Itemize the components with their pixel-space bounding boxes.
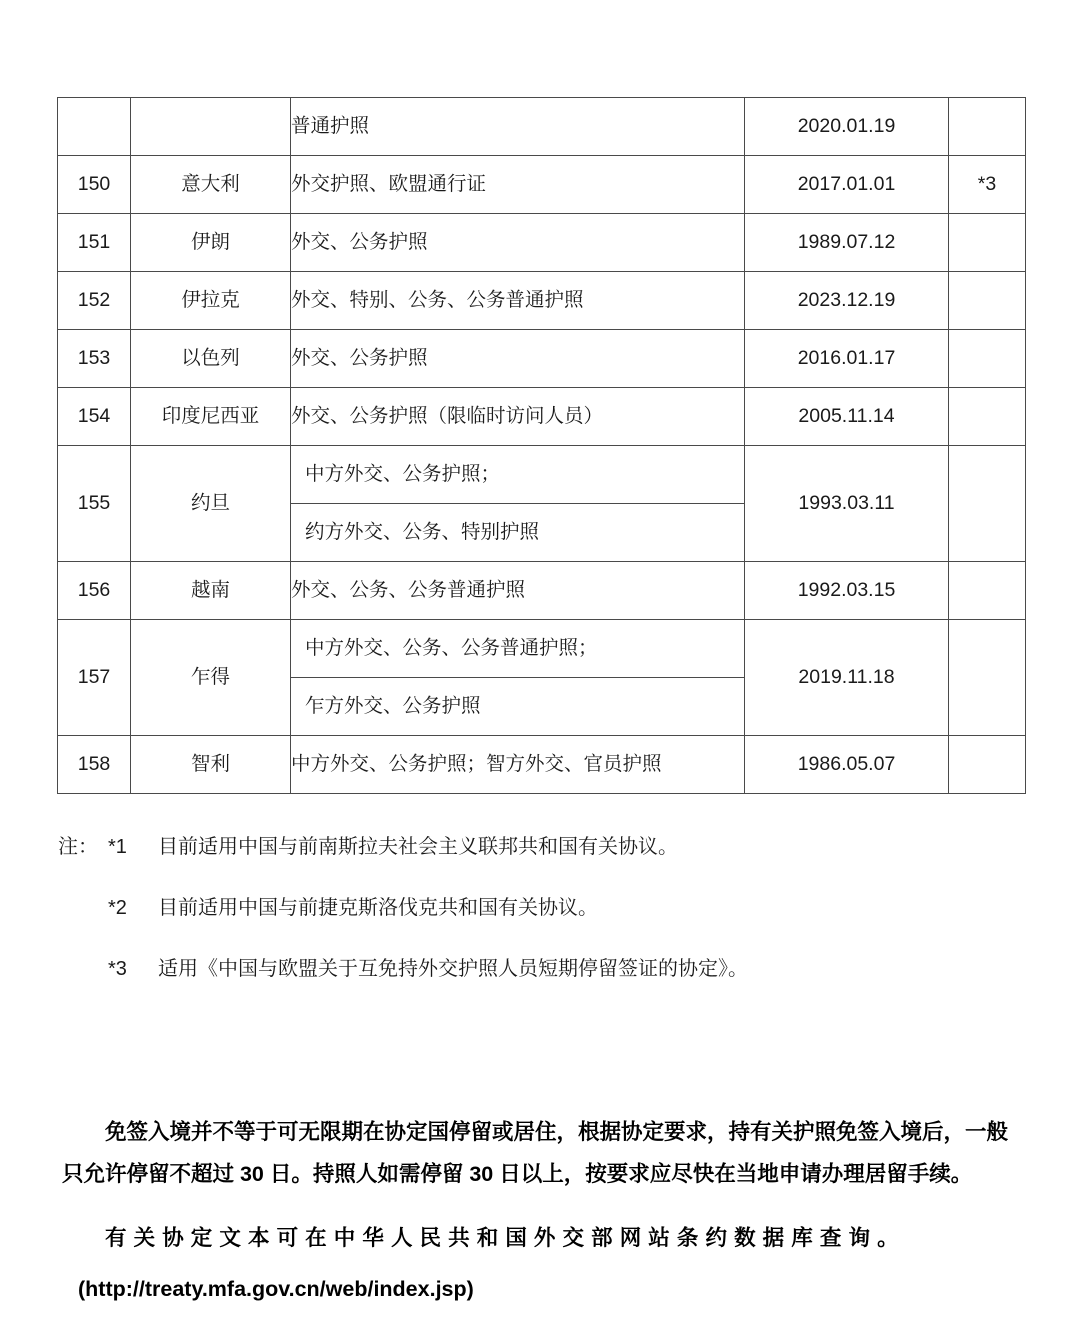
cell-sequence-number: 150 <box>58 156 131 214</box>
footnotes-section <box>58 832 1008 1015</box>
passport-sublist <box>291 620 744 735</box>
cell-country: 乍得 <box>131 620 291 736</box>
cell-country: 智利 <box>131 736 291 794</box>
stay-duration-paragraph: 免签入境并不等于可无限期在协定国停留或居住，根据协定要求，持有关护照免签入境后，一般只允许停留不超过 30 日。持照人如需停留 30 日以上，按要求应尽快在当地申请办理居留手续。 <box>62 1120 1009 1186</box>
footnote-marker: *1 <box>108 836 127 858</box>
cell-effective-date: 1986.05.07 <box>745 736 949 794</box>
cell-remark <box>949 620 1026 736</box>
cell-sequence-number: 155 <box>58 446 131 562</box>
cell-remark: *3 <box>949 156 1026 214</box>
cell-effective-date: 1992.03.15 <box>745 562 949 620</box>
cell-passport-types: 普通护照 <box>291 98 745 156</box>
cell-passport-types-split <box>291 446 745 562</box>
table-row <box>58 388 1026 446</box>
cell-passport-types: 中方外交、公务护照；智方外交、官员护照 <box>291 736 745 794</box>
cell-remark <box>949 272 1026 330</box>
table-row <box>58 330 1026 388</box>
footnotes-label: 注： <box>58 836 98 858</box>
cell-country: 约旦 <box>131 446 291 562</box>
footnote-item <box>58 954 1008 984</box>
table-row <box>58 272 1026 330</box>
cell-country: 以色列 <box>131 330 291 388</box>
cell-effective-date: 1989.07.12 <box>745 214 949 272</box>
table-row <box>58 98 1026 156</box>
agreement-table-container <box>57 97 1025 794</box>
cell-remark <box>949 388 1026 446</box>
cell-sequence-number: 158 <box>58 736 131 794</box>
cell-sequence-number: 156 <box>58 562 131 620</box>
cell-country: 印度尼西亚 <box>131 388 291 446</box>
cell-country: 伊朗 <box>131 214 291 272</box>
cell-effective-date: 1993.03.11 <box>745 446 949 562</box>
passport-subline: 乍方外交、公务护照 <box>305 695 481 718</box>
cell-remark <box>949 98 1026 156</box>
treaty-database-url: (http://treaty.mfa.gov.cn/web/index.jsp) <box>78 1276 474 1301</box>
footnote-item <box>58 893 1008 923</box>
cell-passport-types: 外交、公务护照 <box>291 214 745 272</box>
cell-sequence-number: 152 <box>58 272 131 330</box>
footnote-marker: *3 <box>108 958 127 980</box>
cell-passport-types: 外交、公务护照（限临时访问人员） <box>291 388 745 446</box>
cell-remark <box>949 736 1026 794</box>
cell-effective-date: 2019.11.18 <box>745 620 949 736</box>
footnote-text: 适用《中国与欧盟关于互免持外交护照人员短期停留签证的协定》。 <box>158 958 748 980</box>
table-row <box>58 562 1026 620</box>
treaty-database-paragraph: 有关协定文本可在中华人民共和国外交部网站条约数据库查询。 <box>105 1225 906 1250</box>
passport-subline: 中方外交、公务护照； <box>291 446 744 504</box>
cell-remark <box>949 214 1026 272</box>
table-row <box>58 736 1026 794</box>
cell-passport-types: 外交、特别、公务、公务普通护照 <box>291 272 745 330</box>
cell-sequence-number: 151 <box>58 214 131 272</box>
cell-passport-types: 外交、公务、公务普通护照 <box>291 562 745 620</box>
footnote-text: 目前适用中国与前捷克斯洛伐克共和国有关协议。 <box>158 897 598 919</box>
cell-country: 越南 <box>131 562 291 620</box>
cell-sequence-number: 153 <box>58 330 131 388</box>
cell-sequence-number <box>58 98 131 156</box>
footnote-marker: *2 <box>108 897 127 919</box>
footnote-text: 目前适用中国与前南斯拉夫社会主义联邦共和国有关协议。 <box>158 836 678 858</box>
cell-country: 伊拉克 <box>131 272 291 330</box>
footnote-item <box>58 832 1008 862</box>
passport-subline: 约方外交、公务、特别护照 <box>305 521 540 544</box>
table-row <box>58 214 1026 272</box>
table-row <box>58 156 1026 214</box>
cell-passport-types: 外交护照、欧盟通行证 <box>291 156 745 214</box>
table-body <box>58 98 1026 794</box>
cell-country: 意大利 <box>131 156 291 214</box>
passport-sublist <box>291 446 744 561</box>
table-row <box>58 620 1026 736</box>
passport-subline: 中方外交、公务、公务普通护照； <box>291 620 744 678</box>
cell-remark <box>949 330 1026 388</box>
closing-remarks-section <box>62 1112 1008 1308</box>
cell-remark <box>949 446 1026 562</box>
cell-effective-date: 2023.12.19 <box>745 272 949 330</box>
cell-sequence-number: 154 <box>58 388 131 446</box>
cell-effective-date: 2005.11.14 <box>745 388 949 446</box>
cell-passport-types-split <box>291 620 745 736</box>
cell-effective-date: 2020.01.19 <box>745 98 949 156</box>
agreement-table <box>57 97 1026 794</box>
cell-effective-date: 2016.01.17 <box>745 330 949 388</box>
table-row <box>58 446 1026 562</box>
cell-effective-date: 2017.01.01 <box>745 156 949 214</box>
cell-country <box>131 98 291 156</box>
cell-sequence-number: 157 <box>58 620 131 736</box>
cell-remark <box>949 562 1026 620</box>
cell-passport-types: 外交、公务护照 <box>291 330 745 388</box>
